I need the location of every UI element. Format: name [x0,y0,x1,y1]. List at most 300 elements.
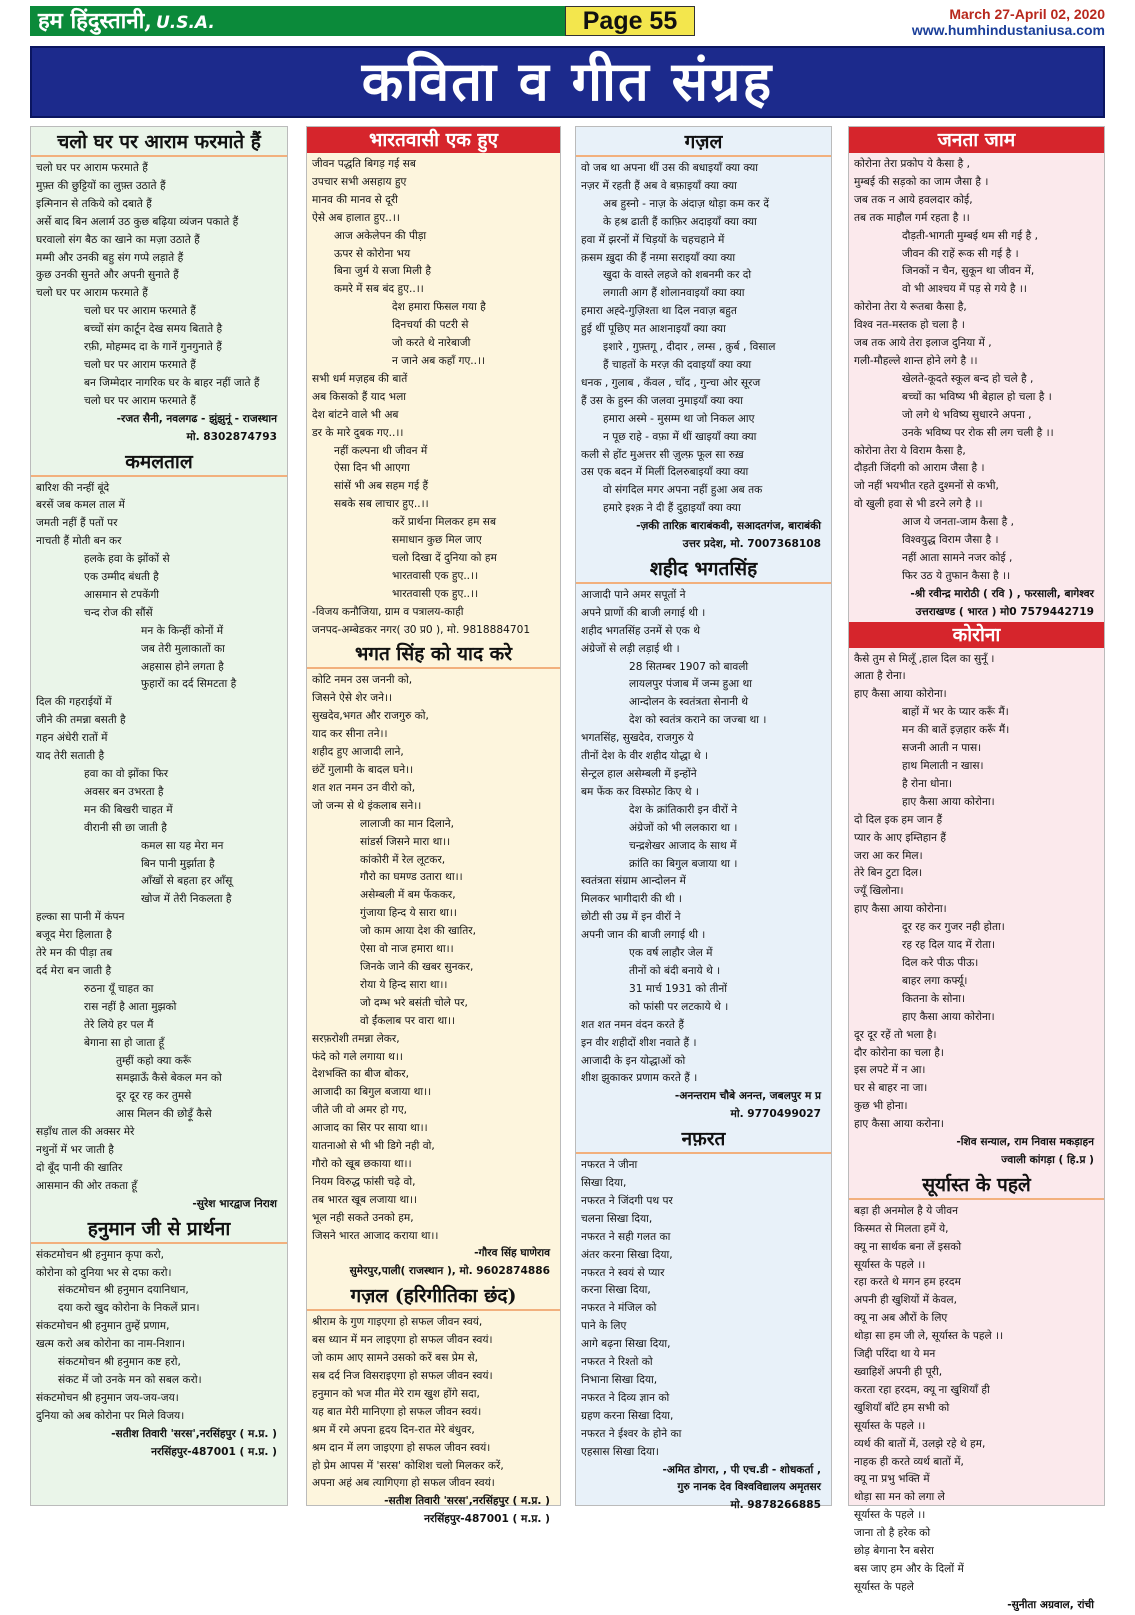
poem-line: अवसर बन उभरता है [84,785,164,798]
poem-line: 28 सितम्बर 1907 को बावली [629,660,749,673]
poem-line: खत्म करो अब कोरोना का नाम-निशान। [36,1338,185,1351]
poem-line: ऐसा वो नाज हमारा था।। [360,943,454,956]
poem-credit: मो. 9878266885 [730,1499,821,1512]
poem-line: क्यू ना अब औरों के लिए [854,1312,948,1325]
poem-body [307,672,560,1281]
poem-line: दिल करे पीऊ पीऊ। [902,956,979,969]
poem-line: करना सिखा दिया, [581,1284,651,1297]
poem-title: शहीद भगतसिंह [576,556,831,584]
poem-line: श्रम में रमे अपना हृदय दिन-रात मेरे बंधुवर, [312,1423,475,1436]
poem-line: न जाने अब कहाँ गए..।। [392,354,486,367]
poem-title: सूर्यास्त के पहले [849,1172,1104,1200]
poem-body [576,1157,831,1515]
poem-body [849,1203,1104,1615]
poem-line: असेम्बली में बम फेंककर, [360,889,456,902]
poem-line: तब तक माहौल गर्म रहता है ।। [854,211,970,224]
poem-line: जो करते थे नारेबाजी [392,337,471,350]
poem-body [576,160,831,554]
poem-line: रह रह दिल याद में रोता। [902,939,996,952]
poem-credit: नरसिंहपुर-487001 ( म.प्र. ) [424,1513,550,1526]
poem-line: चलो घर पर आराम फरमाते हैं [84,358,196,371]
poem-line: श्रम दान में लग जाइएगा हो सफल जीवन स्वयं। [312,1441,491,1454]
poem-line: समझाऊँ कैसे बेकल मन को [116,1072,222,1085]
poem-line: उस एक बदन में मिलीं दिलरुबाइयाँ क्या क्या [581,466,749,479]
poem-line: खुदा के वास्ते लहजे को शबनमी कर दो [603,269,752,282]
poem-line: याद कर सीना तने।। [312,728,388,741]
poem-line: दुनिया को अब कोरोना पर मिले विजय। [36,1409,185,1422]
poem-line: शहीद हुए आजादी लाने, [312,746,404,759]
poem-line: छोड़ बेगाना रैन बसेरा [854,1545,934,1558]
poem-line: स्वतंत्रता संग्राम आन्दोलन में [581,875,686,888]
poem-line: अहसास होने लगता है [141,660,224,673]
poem-line: नज़र में रहती हैं अब वे बफ़ाइयाँ क्या क्या [581,179,737,192]
poem-line: इन वीर शहीदों शीश नवाते हैं । [581,1036,697,1049]
poem-line: देश हमारा फिसल गया है [392,301,486,314]
poem-line: हो प्रेम आपस में 'सरस' कोशिश चलो मिलकर करें, [312,1459,504,1472]
newspaper-brand [30,6,565,36]
poem-line: दो बूँद पानी की खातिर [36,1161,123,1174]
poem-line: घरवालो संग बैठ का खाने का मज़ा उठाते हैं [36,233,200,246]
poem-title: नफ़रत [576,1126,831,1154]
poem-line: कोरोना तेरा ये रूतबा कैसा है, [854,301,967,314]
poem-line: मन की बिखरी चाहत में [84,803,173,816]
poem-line: सूर्यास्त के पहले ।। [854,1419,926,1432]
poem-line: मन की बातें इज़हार करूँ मैं। [902,724,1010,737]
poem-line: शत शत नमन उन वीरो को, [312,781,416,794]
poem-line: तब भारत खूब लजाया था।। [312,1193,418,1206]
poem-line: थोड़ा सा हम जी ले, सूर्यास्त के पहले ।। [854,1330,1004,1343]
poem-line: डर के मारे दुबक गए..।। [312,426,404,439]
poem-line: आजादी पाने अमर सपूतों ने [581,588,686,601]
poem-line: ज्यूँ खिलोना। [854,885,904,898]
poem-body [576,587,831,1124]
poem-line: गुंजाया हिन्द ये सारा था।। [360,907,457,920]
poem-body [849,156,1104,622]
poem-line: दर्द मेरा बन जाती है [36,964,112,977]
poem-line: मिलकर भागीदारी की थी । [581,893,682,906]
poem-body [307,1314,560,1529]
poem-line: गौरो को खूब छकाया था।। [312,1157,412,1170]
poem-line: मन के किन्हीं कोनों में [141,624,224,637]
poem-credit: -सतीश तिवारी 'सरस',नरसिंहपुर ( म.प्र. ) [384,1495,550,1508]
poem-line: हाए कैसा आया कोरोना। [854,688,947,701]
poem-line: फंदे को गले लगाया थ।। [312,1050,403,1063]
poem-line: हैं उस के हुस्न की जलवा नुमाइयाँ क्या क्या [581,394,743,407]
poem-line: जिनके जाने की खबर सुनकर, [360,960,474,973]
poem-credit: -अमित डोगरा, , पी एच.डी - शोधकर्ता , [662,1463,821,1476]
poem-title: हनुमान जी से प्रार्थना [31,1216,287,1244]
poem-line: बन जिम्मेदार नागरिक घर के बाहर नहीं जाते हैं [84,376,260,389]
poem-line: संकटमोचन श्री हनुमान कष्ट हरो, [58,1356,181,1369]
poem-line: श्रीराम के गुण गाइएगा हो सफल जीवन स्वयं, [312,1316,483,1329]
poem-line: संकटमोचन श्री हनुमान दयानिधान, [58,1284,189,1297]
poem-line: बजूद मेरा हिलाता है [36,929,112,942]
poem-line: जब तक न आये हवलदार कोई, [854,193,973,206]
column-4 [848,126,1105,1611]
poem-title: गज़ल (हरिगीतिका छंद) [307,1283,560,1311]
poem-line: आज अकेलेपन की पीड़ा [334,229,427,242]
poem-line: भूल नही सकते उनको हम, [312,1211,414,1224]
poem-line: को फांसी पर लटकाये थे । [629,1000,729,1013]
poem-line: दौड़ती जिंदगी को आराम जैसा है । [854,462,985,475]
poem-line: नहीं कल्पना थी जीवन में [334,444,428,457]
poem-line: तुम्हीं कहो क्या करूँ [116,1054,192,1067]
poem-line: गौरो का घमण्ड उतारा था।। [360,871,463,884]
poem-line: दूर दूर रह कर तुमसे [116,1090,192,1103]
poem-line: कांकोरी में रेल लूटकर, [360,853,446,866]
poem-line: नफरत ने जिंदगी पथ पर [581,1194,673,1207]
poem-line: अब हुस्नो - नाज़ के अंदाज़ थोड़ा कम कर दें [603,197,769,210]
poem-line: कैसे तुम से मिलूँ ,हाल दिल का सुनूँ । [854,652,995,665]
poem-line: जो काम आया देश की खातिर, [360,925,476,938]
poem-line: बस ध्यान में मन लाइएगा हो सफल जीवन स्वयं। [312,1334,493,1347]
poem-line: इशारे , गुफ़्तगू , दीदार , लम्स , क़ुर्ब , विसाल [603,341,776,354]
poem-line: -विजय कनौजिया, ग्राम व पत्रालय-काही [312,605,464,618]
poem-line: करता रहा हरदम, क्यू ना खुशियाँ ही [854,1383,990,1396]
poem-body [31,160,287,447]
poem-line: विश्वयुद्ध विराम जैसा है । [902,534,999,547]
poem-line: नाहक ही करते व्यर्थ बातों में, [854,1455,964,1468]
poem-line: हाथ मिलाती न खास। [902,760,984,772]
poem-line: एक वर्ष लाहौर जेल में [629,947,713,960]
poem-line: दो दिल इक हम जान हैं [854,813,943,826]
poem-line: एक उम्मीद बंधती है [84,571,159,584]
poem-line: अपने प्राणों की बाजी लगाई थी । [581,606,706,619]
brand-name: हम हिंदुस्तानी, [38,8,152,34]
poem-line: दया करो खुद कोरोना के निकलें प्रान। [58,1302,200,1315]
poem-line: दिनचर्या की पटरी से [392,319,469,332]
poem-line: सभी धर्म मज़हब की बातें [312,372,408,385]
poem-line: कोटि नमन उस जननी को, [312,674,413,687]
poem-line: जब तेरी मुलाकातों का [141,642,225,655]
poem-line: बम फेंक कर विस्फोट किए थे । [581,785,699,798]
poem-line: संकटमोचन श्री हनुमान जय-जय-जय। [36,1391,179,1404]
poem-line: किस्मत से मिलता हमें ये, [854,1222,949,1235]
poem-line: रुठना यूँ चाहत का [84,982,154,995]
poem-body [31,1247,287,1462]
poem-line: आजादी के इन योद्धाओं को [581,1054,686,1067]
poem-credit: -सतीश तिवारी 'सरस',नरसिंहपुर ( म.प्र. ) [111,1427,277,1440]
poem-credit: उत्तराखण्ड ( भारत ) मो0 7579442719 [915,605,1094,618]
poem-line: कुछ भी होना। [854,1100,908,1113]
poem-line: चलना सिखा दिया, [581,1212,653,1225]
issue-date: March 27-April 02, 2020 [949,6,1105,22]
poem-line: मुफ़्त की छुट्टियों का लुफ़्त उठाते हैं [36,179,166,192]
poem-line: आजादी का बिगुल बजाया था।। [312,1086,432,1099]
poem-title: चलो घर पर आराम फरमाते हैं [31,129,287,157]
poem-line: चलो घर पर आराम फरमाते हैं [36,287,148,300]
poem-line: नफरत ने जीना [581,1159,638,1172]
poem-line: सुखदेव,भगत और राजगुरु को, [312,710,429,723]
poem-line: सूर्यास्त के पहले [854,1580,914,1593]
poem-line: कमल सा यह मेरा मन [141,839,224,852]
poem-line: अंग्रेजों से लड़ी लड़ाई थी । [581,642,680,655]
poem-line: हुई थीं पूछिए मत आशनाइयाँ क्या क्या [581,323,726,336]
poem-line: सरफ़रोशी तमन्ना लेकर, [312,1032,400,1045]
poem-line: है रोना धोना। [902,777,952,790]
poem-line: करें प्रार्थना मिलकर हम सब [392,516,497,529]
poem-credit: नरसिंहपुर-487001 ( म.प्र. ) [151,1445,277,1458]
poem-credit: मो. 9770499027 [730,1108,821,1121]
poem-line: के हश्र ढाती हैं काफ़िर अदाइयाँ क्या क्या [603,215,757,228]
poem-line: यह बात मेरी मानिएगा हो सफल जीवन स्वयं। [312,1405,482,1418]
poem-line: देश को स्वतंत्र कराने का जज्बा था । [629,714,767,727]
poem-line: जो काम आए सामने उसको करें बस प्रेम से, [312,1352,478,1365]
poem-line: छोटी सी उम्र में इन वीरों ने [581,911,681,924]
poem-line: कली से होंट मुअत्तर सी ज़ुल्फ़ फूल सा रुख़ [581,448,744,461]
poem-line: व्यर्थ की बातों में, उलझे रहे थे हम, [854,1437,986,1450]
poem-line: सूर्यास्त के पहले ।। [854,1509,926,1522]
poem-line: बरसें जब कमल ताल में [36,499,125,512]
poem-line: एहसास सिखा दिया। [581,1445,659,1458]
poem-line: सांसें भी अब सहम गई हैं [334,480,429,493]
website-link[interactable]: www.humhindustaniusa.com [911,22,1105,38]
poem-line: हाए कैसा आया करोना। [854,1118,944,1131]
poem-line: सिखा दिया, [581,1177,627,1190]
poem-line: भारतवासी एक हुए..।। [392,569,479,582]
poem-line: चलो दिखा दें दुनिया को हम [392,551,497,564]
poem-line: दूर रह कर गुजर नही होता। [902,921,1005,934]
poem-line: रफ़ी, मोहम्मद दा के गानें गुनगुनाते हैं [84,341,222,354]
poem-line: चलो घर पर आराम फरमाते हैं [84,394,196,407]
poem-line: अपना अहं अब त्यागिएगा हो सफल जीवन स्वयं। [312,1477,495,1490]
poem-line: जीने की तमन्ना बसती है [36,714,126,727]
poem-line: बेगाना सा हो जाता हूँ [84,1036,165,1049]
poem-line: ऊपर से कोरोना भय [334,247,411,260]
poem-body [307,156,560,639]
poem-line: जमती नहीं हैं पतों पर [36,517,118,530]
poem-line: सांडर्स जिसने मारा था।। [360,835,451,848]
poem-line: तेरे मन की पीड़ा तब [36,947,113,960]
poem-line: हनुमान को भज मीत मेरे राम खुश होंगे सदा, [312,1387,480,1400]
poem-line: शत शत नमन वंदन करते हैं [581,1018,684,1031]
poem-credit: मो. 8302874793 [186,430,277,443]
poem-line: नफरत ने रिश्तो को [581,1356,653,1369]
poem-line: वो भी आश्चय में पड़ से गये है ।। [902,283,1027,296]
poem-credit: -शिव सन्याल, राम निवास मकड़ाहन [956,1136,1094,1149]
poem-line: रहा करते थे मगन हम हरदम [854,1276,961,1289]
poem-line: सेन्ट्रल हाल असेम्बली में इन्होंने [581,768,697,780]
poem-line: उनके भविष्य पर रोक सी लग चली है ।। [902,426,1054,439]
poem-line: नफरत ने दिव्य ज्ञान को [581,1391,670,1404]
poem-line: नफरत ने ईश्वर के होने का [581,1427,682,1440]
poem-line: बिना जुर्म ये सजा मिली है [334,265,431,278]
poem-line: कितना के सोना। [902,992,965,1005]
poem-line: बच्चों संग कार्टून देख समय बिताते है [84,323,223,336]
poem-line: नियम विरुद्ध फांसी चढ़े वो, [312,1175,416,1188]
poem-line: घर से बाहर ना जा। [854,1082,928,1095]
poem-line: आजाद का सिर पर साया था।। [312,1122,428,1135]
column-2 [306,126,561,1526]
poem-line: आसमान से टपकेंगी [84,588,160,601]
poem-title: गज़ल [576,129,831,157]
poem-line: आसमान की ओर तकता हूँ [36,1179,138,1192]
poem-line: प्यार के आए इम्तिहान हैं [854,831,947,844]
poem-line: खुशियाँ बाँटे हम सभी को [854,1401,950,1414]
poem-line: क्यू ना सार्थक बना लें इसको [854,1240,962,1253]
poem-line: न पूछ राहे - वफ़ा में थीं खाइयाँ क्या क्या [603,430,757,443]
poem-line: नाचती हैं मोती बन कर [36,535,122,548]
poem-credit: -सुरेश भारद्वाज निराश [192,1197,277,1210]
poem-line: गली-मौहल्ले शान्त होने लगे है ।। [854,354,978,367]
poem-title: भारतवासी एक हुए [307,127,560,153]
poem-line: गहन अंधेरी रातों में [36,732,108,745]
poem-title: कोरोना [849,622,1104,648]
poem-line: शहीद भगतसिंह उनमें से एक थे [581,624,700,637]
poem-line: जनपद-अम्बेडकर नगर( उ0 प्र0 ), मो. 9818884701 [312,623,531,636]
poem-line: जो जन्म से थे इंकलाब सने।। [312,799,422,812]
poem-line: खोज में तेरी निकलता है [141,893,232,906]
poem-line: चलो घर पर आराम फरमाते हैं [84,305,196,318]
poem-line: बच्चों का भविष्य भी बेहाल हो चला है । [902,390,1052,403]
poem-credit: ज्वाली कांगड़ा ( हि.प्र ) [1001,1153,1094,1166]
poem-line: बस जाए हम और के दिलों में [854,1562,964,1575]
poem-line: दौर कोरोना का चला है। [854,1046,944,1059]
poem-line: अंग्रेजों को भी ललकारा था । [629,821,738,834]
poem-line: हाए कैसा आया कोरोना। [902,1010,995,1023]
poem-line: याद तेरी सताती है [36,750,105,763]
poem-line: वो जब था अपना थीं उस की बधाइयाँ क्या क्या [581,162,758,174]
poem-line: हवा में झरनों में चिड़यों के चहचहाने में [581,233,725,246]
poem-credit: सुमेरपुर,पाली( राजस्थान ), मो. 9602874886 [349,1265,550,1278]
poem-line: दिल की गहराईयों में [36,696,112,709]
poem-line: सबके सब लाचार हुए..।। [334,498,429,511]
poem-line: जीते जी वो अमर हो गए, [312,1104,408,1117]
poem-credit: -श्री रवीन्द्र मारोठी ( रवि ) , फरसाली, बागेश्वर [910,587,1094,600]
poem-line: बाहर लगा कर्फ्यू। [902,974,968,987]
poem-line: खेलते-कूदते स्कूल बन्द हो चले है , [902,372,1034,385]
poem-line: हैं चाहतों के मरज़ की दवाइयाँ क्या क्या [603,358,752,371]
page-header [0,0,1135,42]
poem-credit: -अनन्तराम चौबे अनन्त, जबलपुर म प्र [674,1090,821,1103]
poem-line: तीनों को बंदी बनाये थे । [629,964,721,977]
poem-line: वो ईंकलाब पर वारा था।। [360,1014,456,1027]
poem-line: हलके हवा के झोंकों से [84,553,170,566]
poem-line: पाने के लिए [581,1320,627,1333]
poem-line: कोरोना तेरा प्रकोप ये कैसा है , [854,158,971,170]
poem-line: शीश झुकाकर प्रणाम करते हैं । [581,1072,698,1085]
page-number: Page 55 [565,6,695,36]
poem-line: तेरे लिये हर पल मैं [84,1018,154,1031]
poem-line: क़सम ख़ुदा की हैं नग़्मा सराइयाँ क्या क्या [581,251,736,264]
poem-line: सब दर्द निज विसराइएगा हो सफल जीवन स्वयं। [312,1370,493,1382]
poem-line: अर्से बाद बिन अलार्म उठ कुछ बढ़िया व्यंजन पकाते हैं [36,215,239,228]
poem-line: बड़ा ही अनमोल है ये जीवन [854,1204,959,1217]
poem-line: मानव की मानव से दूरी [312,193,398,206]
poem-line: 31 मार्च 1931 को तीनों [629,982,728,995]
poem-line: मम्मी और उनकी बहु संग गप्पे लड़ाते हैं [36,251,184,264]
poem-line: वो संगदिल मगर अपना नहीं हुआ अब तक [603,484,763,497]
poem-title: कमलताल [31,449,287,477]
poem-line: क्यू ना प्रभु भक्ति में [854,1473,930,1486]
poem-line: ग्रहण करना सिखा दिया, [581,1409,674,1422]
poem-line: विश्व नत-मस्तक हो चला है । [854,319,965,332]
poem-line: चलो घर पर आराम फरमाते हैं [36,162,148,174]
poem-line: तेरे बिन टुटा दिल। [854,867,923,880]
poem-line: नथुनों में भर जाती है [36,1144,114,1157]
poem-line: अपनी ही खुशियों में केवल, [854,1294,957,1307]
poem-line: अपनी जान की बाजी लगाई थी । [581,929,706,942]
poem-line: भगतसिंह, सुखदेव, राजगुरु ये [581,732,694,745]
poem-line: आन्दोलन के स्वतंत्रता सेनानी थे [629,696,748,709]
poem-line: बारिश की नन्हीं बूंदे [36,481,110,494]
poem-line: नफरत ने सही गलत का [581,1230,671,1243]
poem-line: वीरानी सी छा जाती है [84,821,167,834]
poem-line: थोड़ा सा मन को लगा ले [854,1491,945,1504]
poem-line: कोरोना तेरा ये विराम कैसा है, [854,444,966,457]
poem-line: भारतवासी एक हुए..।। [392,587,479,600]
poem-line: तीनों देश के वीर शहीद योद्धा थे । [581,750,708,763]
poem-line: छंटें गुलामी के बादल घने।। [312,764,414,776]
poem-line: क्रांति का बिगुल बजाया था । [629,857,738,870]
poem-title: जनता जाम [849,127,1104,153]
poem-line: जिनकों न चैन, सुकून था जीवन में, [902,265,1035,278]
poem-credit: गुरु नानक देव विश्वविद्यालय अमृतसर [677,1481,821,1494]
poem-line: वो खुली हवा से भी डरने लगे है ।। [854,498,983,511]
poem-line: उपचार सभी असहाय हुए [312,175,407,188]
poem-line: चन्द रोज की सौंसें [84,606,153,619]
column-1 [30,126,288,1506]
poem-line: आता है रोना। [854,670,906,683]
poem-line: हमारा अह्दे-गुज़िश्ता था दिल नवाज़ बहुत [581,305,737,318]
poem-line: आस मिलन की छोड़ूँ कैसे [116,1108,212,1121]
poem-line: संकटमोचन श्री हनुमान तुम्हें प्रणाम, [36,1320,170,1333]
poem-line: जीवन की राहें रूक सी गई है । [902,247,1019,260]
poem-line: आगे बढ़ना सिखा दिया, [581,1338,671,1351]
poem-line: फिर उठ ये तुफान कैसा है ।। [902,569,1011,582]
poem-line: देश बांटने वाले भी अब [312,408,399,421]
poem-line: लालाजी का मान दिलाने, [360,817,454,830]
poem-line: हल्का सा पानी में कंपन [36,911,125,924]
poem-line: धनक , गुलाब , कँवल , चाँद , गुन्चा ओर सूरज [581,376,761,389]
poem-line: जिद्दी परिंदा था ये मन [854,1348,936,1361]
poem-credit: -रजत सैनी, नवलगढ - झुंझुनूं - राजस्थान [116,412,277,425]
poem-line: जरा आ कर मिल। [854,849,923,862]
poem-line: इस लपटे में न आ। [854,1064,926,1077]
poem-line: सजनी आती न पास। [902,742,982,755]
poem-line: जो नहीं भयभीत रहते दुश्मनों से कभी, [854,480,999,493]
poem-line: सूर्यास्त के पहले ।। [854,1258,926,1271]
poem-line: सड़ाँध ताल की अक्सर मेरे [36,1126,135,1139]
issue-info [912,6,1105,38]
poem-credit: -ज़की तारिक़ बाराबंकवी, सआदतगंज, बाराबंकी [636,520,821,533]
poem-title: भगत सिंह को याद करे [307,641,560,669]
poem-line: जाना तो है हरेक को [854,1527,931,1540]
poem-line: हमारे इश्क़ ने दी हैं दुहाइयाँ क्या क्या [603,502,741,515]
poem-credit: उत्तर प्रदेश, मो. 7007368108 [682,538,821,551]
poem-line: इत्मिनान से तकिये को दबाते हैं [36,197,152,210]
poem-line: जब तक आये तेरा इलाज दुनिया में , [854,337,992,350]
poem-line: हवा का वो झोंका फिर [84,768,169,780]
poem-body [31,480,287,1214]
poem-line: लगाती आग हैं शोलानवाइयाँ क्या क्या [603,287,745,300]
poem-line: दूर दूर रहें तो भला है। [854,1028,937,1041]
poem-line: ख्वाहिशें अपनी ही पूरी, [854,1366,943,1378]
poem-line: रोया ये हिन्द सारा था।। [360,978,448,991]
poem-line: ऐसे अब हालात हुए..।। [312,211,400,224]
poem-line: जीवन पद्धति बिगड़ गई सब [312,158,416,170]
poem-line: जिसने ऐसे शेर जने।। [312,692,393,705]
poem-line: ऐसा दिन भी आएगा [334,462,410,475]
poem-line: आज ये जनता-जाम कैसा है , [902,516,1014,529]
poem-line: निभाना सिखा दिया, [581,1374,658,1386]
poem-line: कोरोना को दुनिया भर से दफा करो। [36,1266,172,1279]
poem-line: दौड़ती-भागती मुम्बई थम सी गई है , [902,229,1038,242]
poem-line: समाधान कुछ मिल जाए [392,534,482,547]
poem-line: हाए कैसा आया कोरोना। [902,795,995,808]
poem-line: फुहारों का दर्द सिमटता है [141,678,237,691]
poem-body [849,651,1104,1170]
